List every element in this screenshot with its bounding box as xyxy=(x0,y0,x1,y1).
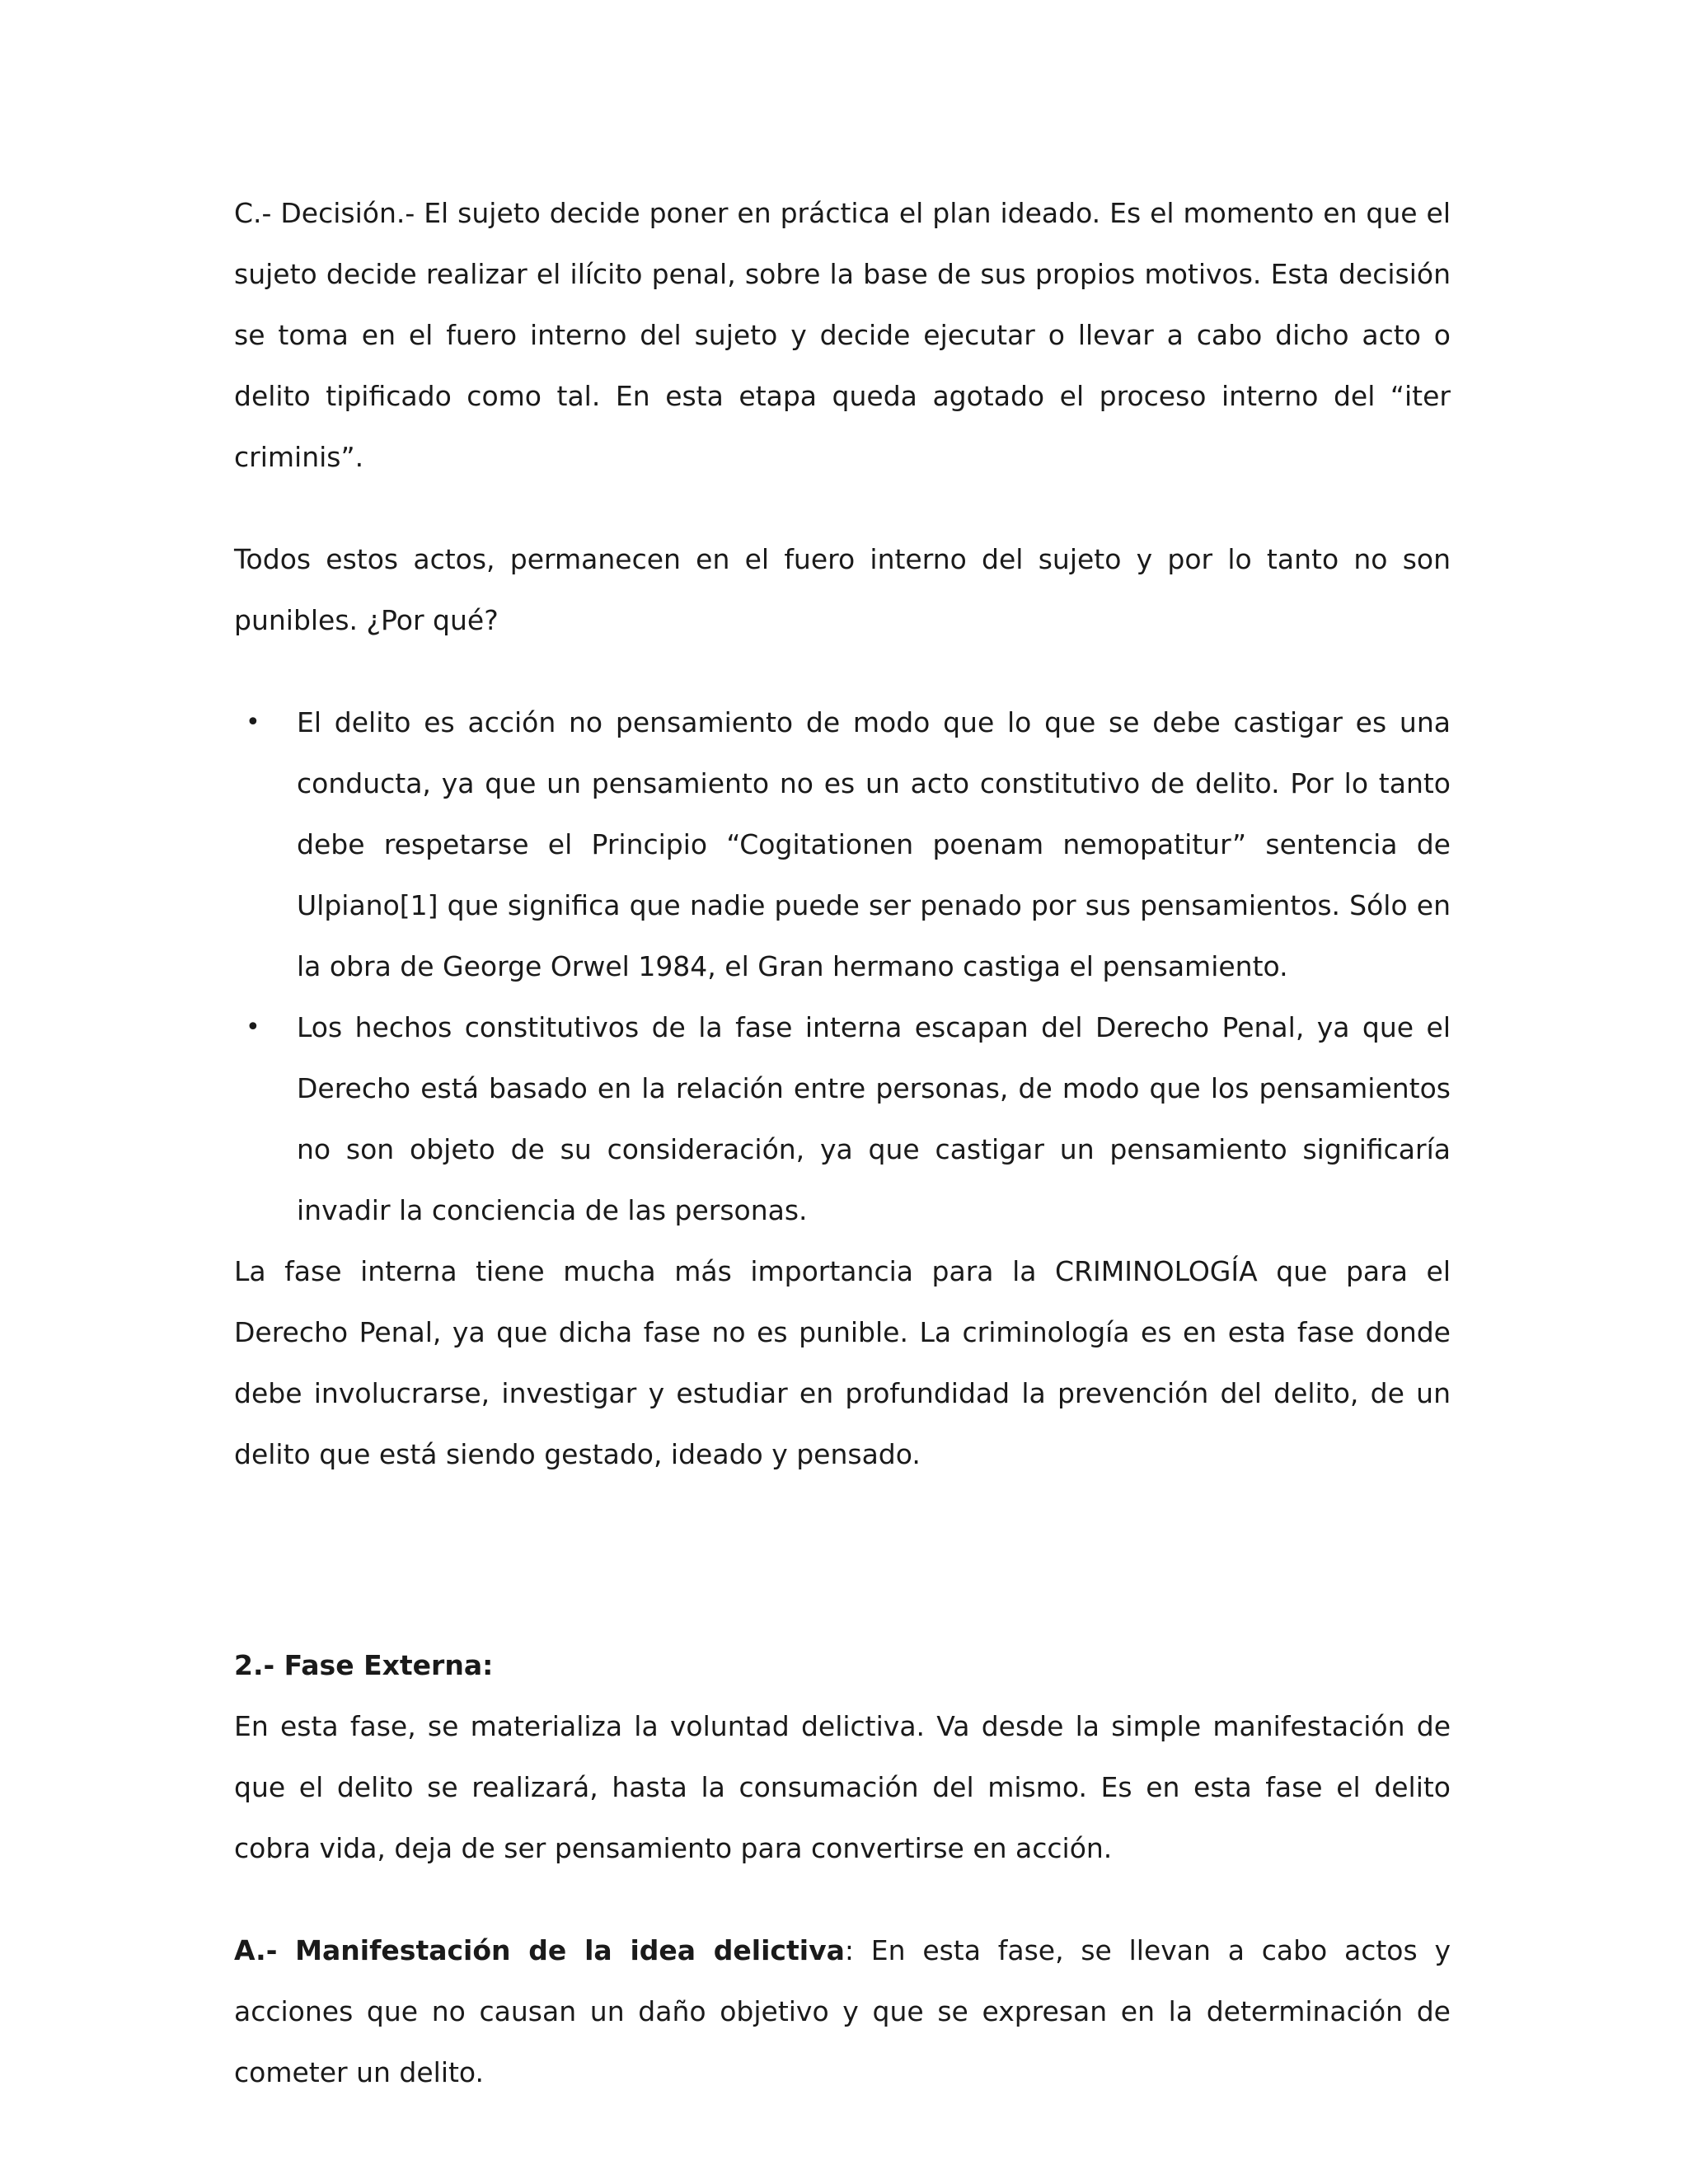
bullet-list xyxy=(234,692,1451,1241)
paragraph-manifestacion xyxy=(234,1920,1451,2103)
bullet-icon: • xyxy=(246,1013,260,1042)
list-item-text: El delito es acción no pensamiento de modo que lo que se debe castigar es una conducta, ya que un pensamiento no es un acto constitutivo de delito. Por lo tanto debe respetarse el Principio “Cogitationen poenam nemopatitur” sentencia de Ulpiano[1] que significa que nadie puede ser penado por sus pensamientos. Sólo en la obra de George Orwel 1984, el Gran hermano castiga el pensamiento. xyxy=(297,706,1451,982)
paragraph-fase-externa: En esta fase, se materializa la voluntad delictiva. Va desde la simple manifestación de que el delito se realizará, hasta la consumación del mismo. Es en esta fase el delito cobra vida, deja de ser pensamiento para convertirse en acción. xyxy=(234,1710,1451,1864)
document-body xyxy=(234,183,1451,2103)
manifestacion-label: A.- Manifestación de la idea delictiva xyxy=(234,1934,845,1966)
paragraph-criminologia: La fase interna tiene mucha más importancia para la CRIMINOLOGÍA que para el Derecho Penal, ya que dicha fase no es punible. La criminología es en esta fase donde debe involucrarse, investigar y estudiar en profundidad la prevención del delito, de un delito que está siendo gestado, ideado y pensado. xyxy=(234,1255,1451,1470)
list-item xyxy=(234,997,1451,1241)
heading-fase-externa: 2.- Fase Externa: xyxy=(234,1649,494,1681)
bullet-icon: • xyxy=(246,708,260,737)
list-item xyxy=(234,692,1451,997)
list-item-text: Los hechos constitutivos de la fase interna escapan del Derecho Penal, ya que el Derecho está basado en la relación entre personas, de modo que los pensamientos no son objeto de su consideración, ya que castigar un pensamiento significaría invadir la conciencia de las personas. xyxy=(297,1011,1451,1226)
manifestacion-text: : En esta fase, se llevan a cabo actos y acciones que no causan un daño objetivo y que se expresan en la determinación de cometer un delito. xyxy=(234,1934,1451,2088)
paragraph-decision: C.- Decisión.- El sujeto decide poner en práctica el plan ideado. Es el momento en que el sujeto decide realizar el ilícito penal, sobre la base de sus propios motivos. Esta decisión se toma en el fuero interno del sujeto y decide ejecutar o llevar a cabo dicho acto o delito tipificado como tal. En esta etapa queda agotado el proceso interno del “iter criminis”. xyxy=(234,197,1451,473)
paragraph-actos: Todos estos actos, permanecen en el fuero interno del sujeto y por lo tanto no son punibles. ¿Por qué? xyxy=(234,543,1451,636)
